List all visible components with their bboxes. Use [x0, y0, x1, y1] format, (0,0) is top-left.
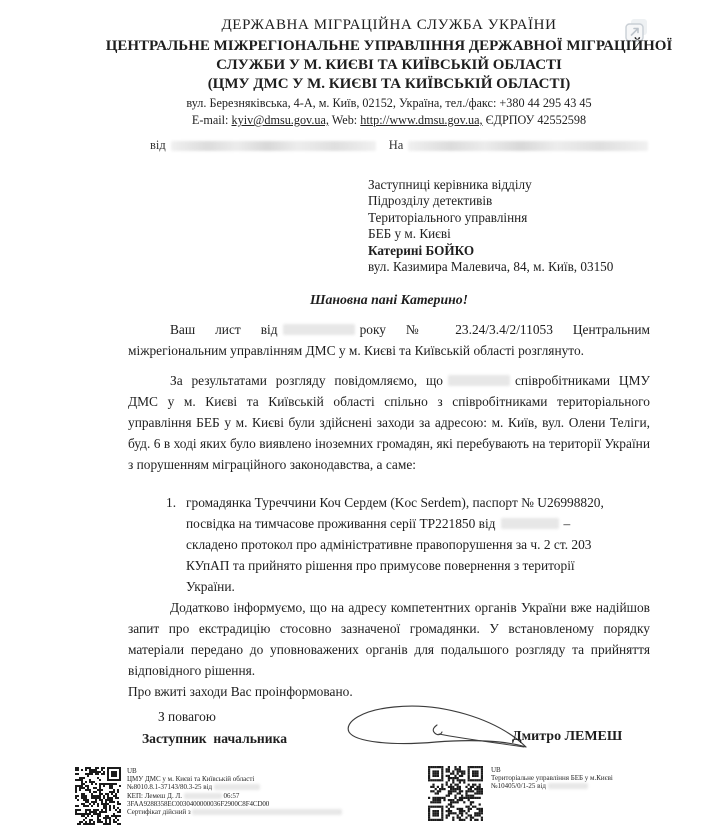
stamp-kep-line: [127, 792, 342, 800]
redacted-date: [184, 793, 222, 799]
from-label: від: [150, 138, 166, 152]
esignature-stamp-beb: [428, 766, 613, 821]
department-short-name: (ЦМУ ДМС У М. КИЄВІ ТА КИЇВСЬКІЙ ОБЛАСТІ): [207, 76, 571, 92]
postal-address: вул. Березняківська, 4-А, м. Київ, 02152, Україна, тел./факс: +380 44 295 43 45: [186, 96, 592, 110]
edrpou-number: ЄДРПОУ 42552598: [482, 113, 587, 127]
salutation: Шановна пані Катерино!: [309, 292, 469, 307]
redacted-incoming-number: [408, 141, 648, 151]
reference-line: [150, 138, 690, 153]
agency-name: ДЕРЖАВНА МІГРАЦІЙНА СЛУЖБА УКРАЇНИ: [221, 17, 557, 33]
redacted-date: [283, 324, 355, 335]
paragraph-1: [128, 319, 650, 361]
redacted-date: [548, 783, 588, 789]
certificate-validity: [127, 808, 342, 816]
handwritten-signature: [340, 696, 540, 771]
recipient-name: Катерині БОЙКО: [368, 242, 475, 258]
paragraph-1-text: Ваш лист від: [170, 322, 278, 337]
paragraph-2-text: співробітниками ЦМУ ДМС у м. Києві та Київській області спільно з співробітниками територіального управління БЕБ у м. Києві були здійснені заходи за адресою: м. Київ, вул. Олени Теліги, буд. 6 в ході яких було виявлено іноземних громадян, які перебувають на території України з порушенням міграційного законодавства, а саме:: [128, 373, 650, 472]
recipient-block: [368, 177, 613, 275]
web-label: Web:: [328, 113, 361, 127]
letterhead: [84, 16, 694, 128]
qr-code-beb: [428, 766, 483, 821]
list-item-text-before: громадянка Туреччини Коч Сердем (Koc Serdem), паспорт № U26998820, посвідка на тимчасове проживання серії ТР221850 від: [186, 495, 604, 531]
email-link[interactable]: kyiv@dmsu.gov.ua,: [231, 113, 329, 127]
to-label: На: [388, 138, 404, 152]
esignature-stamp-dms: [75, 767, 342, 825]
redacted-date-range: [192, 809, 342, 815]
list-item-1: [166, 492, 624, 597]
stamp-time: 06:57: [223, 791, 240, 800]
redacted-date: [448, 375, 510, 386]
redacted-outgoing-number: [171, 141, 376, 151]
stamp-code: UB: [127, 767, 137, 775]
recipient-line: Заступниці керівника відділу: [368, 177, 532, 192]
list-item-number: 1.: [166, 495, 177, 510]
list-item-text-after: – складено протокол про адміністративне правопорушення за ч. 2 ст. 203 КУпАП та прийнято рішення про примусове повернення з території України.: [186, 516, 592, 594]
department-name: ЦЕНТРАЛЬНЕ МІЖРЕГІОНАЛЬНЕ УПРАВЛІННЯ ДЕРЖАВНОЇ МІГРАЦІЙНОЇ СЛУЖБИ У М. КИЄВІ ТА КИЇВСЬКІЙ ОБЛАСТІ: [105, 38, 673, 73]
list-item-text: [186, 492, 624, 597]
recipient-line: БЕБ у м. Києві: [368, 226, 451, 242]
redacted-date: [214, 784, 260, 790]
email-label: E-mail:: [191, 113, 232, 127]
stamp-doc-number-text: №8010.8.1-37143/80.3-25 від: [127, 783, 213, 792]
stamp-doc-number-text: №10405/0/1-25 від: [491, 782, 546, 791]
stamp-doc-number: [491, 782, 613, 790]
stamp-text-dms: [127, 767, 342, 825]
paragraph-3: Додатково інформуємо, що на адресу компетентних органів України вже надійшов запит про екстрадицію стосовно зазначеної громадянки. У встановленому порядку матеріали передано до уповноважених органів для подальшого розгляду та прийняття відповідного рішення.: [128, 600, 650, 678]
recipient-line: Територіального управління: [368, 209, 528, 225]
certificate-validity-text: Сертифікат дійсний з: [127, 808, 191, 817]
web-link[interactable]: http://www.dmsu.gov.ua,: [360, 113, 483, 127]
paragraph-1-text: року № 23.24/3.4/2/11053 Центральним міжрегіональним управлінням ДМС у м. Києві та Київській області розглянуто.: [128, 322, 650, 358]
recipient-line: Підрозділу детективів: [368, 193, 493, 209]
qr-code-dms: [75, 767, 121, 825]
stamp-code: UB: [491, 766, 501, 774]
stamp-kep-text: КЕП: Лемеш Д. Л.: [127, 791, 182, 800]
redacted-date: [501, 518, 559, 529]
certificate-serial: 3FAA9288358EC0030400000036F2900C8F4CD00: [127, 799, 270, 808]
contact-line: [84, 113, 694, 128]
paragraph-2: [128, 370, 650, 475]
recipient-address: вул. Казимира Малевича, 84, м. Київ, 03150: [368, 259, 614, 275]
stamp-doc-number: [127, 783, 342, 791]
stamp-text-beb: [491, 766, 613, 821]
stamp-org: ЦМУ ДМС у м. Києві та Київській області: [127, 775, 255, 784]
stamp-org: Територіальне управління БЕБ у м.Києві: [491, 774, 613, 783]
paragraph-2-text: За результатами розгляду повідомляємо, що: [170, 373, 443, 388]
signature-respect: З повагою: [158, 709, 216, 724]
signer-title: Заступник начальника: [142, 731, 287, 746]
closing-line: Про вжиті заходи Вас проінформовано.: [128, 684, 353, 699]
signer-name: Дмитро ЛЕМЕШ: [512, 729, 623, 744]
